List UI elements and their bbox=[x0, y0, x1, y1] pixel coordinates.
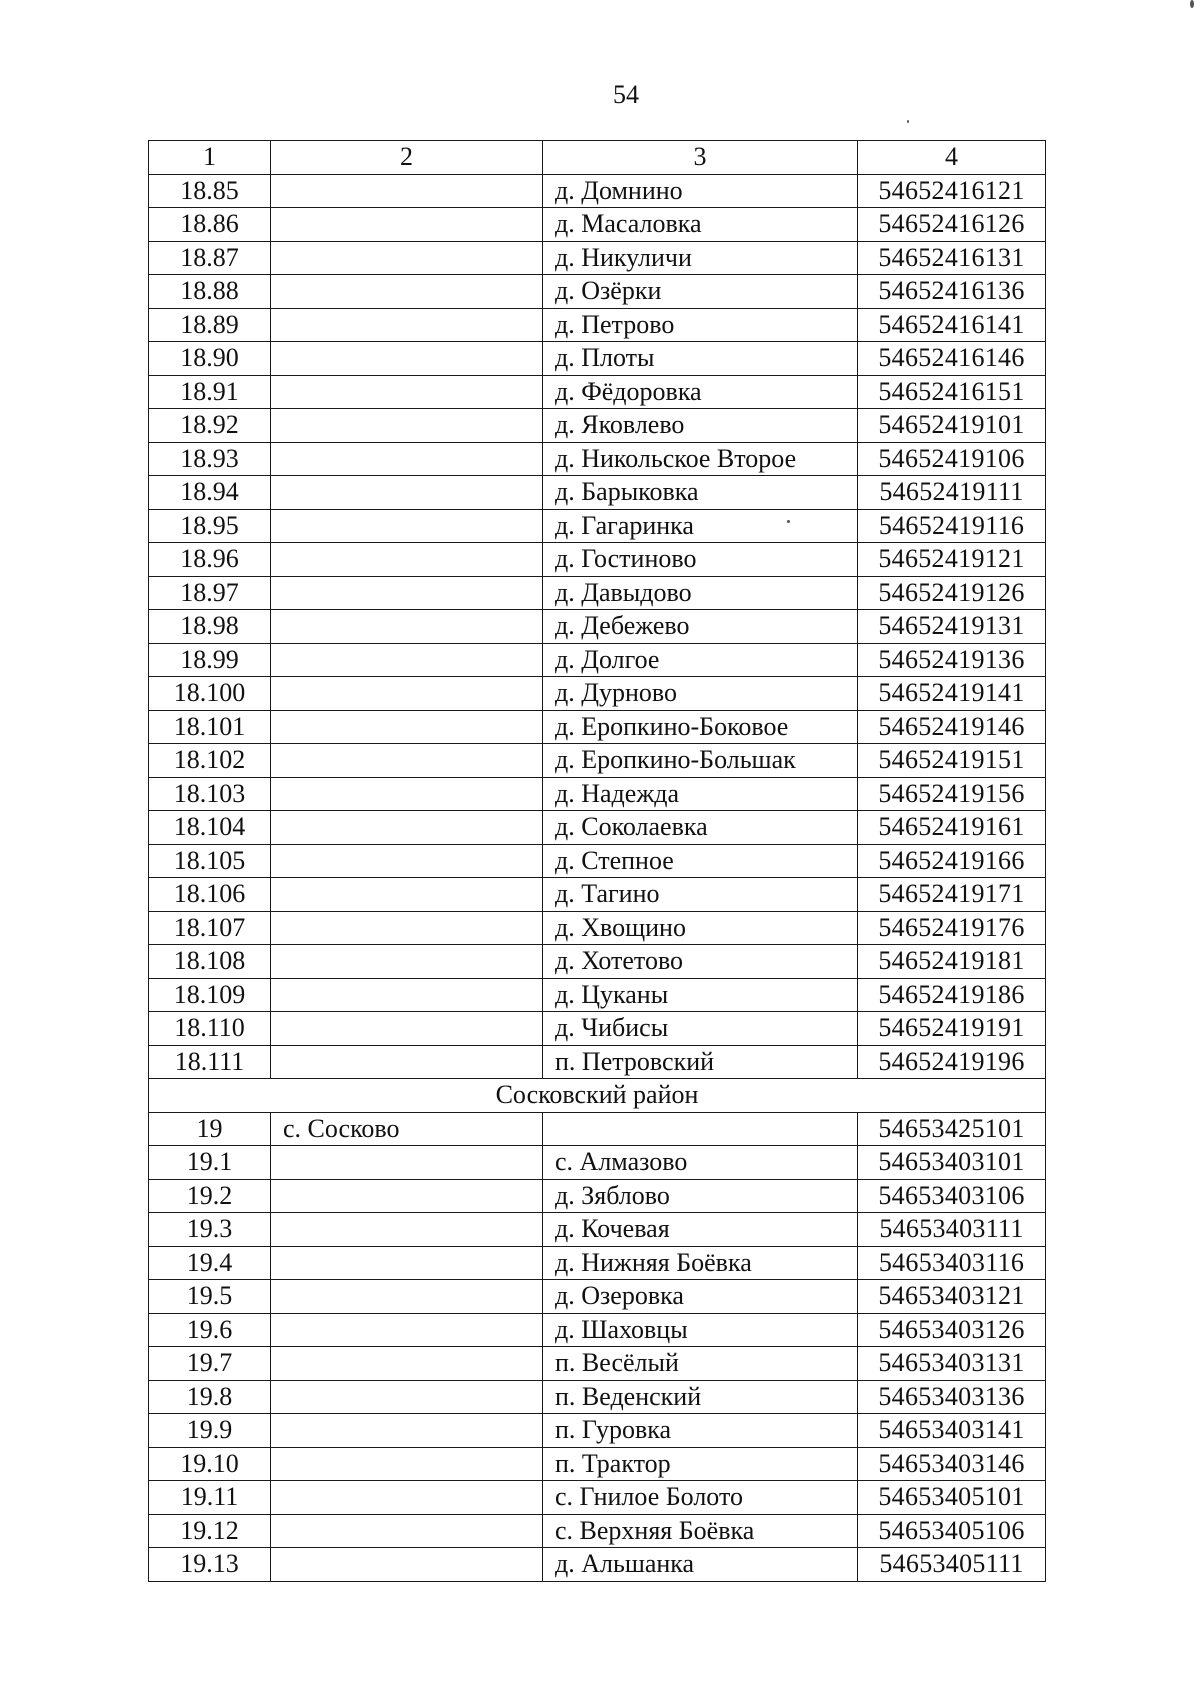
row-number-cell: 19 bbox=[149, 1112, 271, 1146]
settlement-name-cell: д. Надежда bbox=[543, 777, 858, 811]
oktmo-code-cell: 54652419141 bbox=[858, 677, 1046, 711]
oktmo-code-cell: 54653403106 bbox=[858, 1179, 1046, 1213]
oktmo-code-cell: 54652416151 bbox=[858, 375, 1046, 409]
settlement-name-cell: д. Зяблово bbox=[543, 1179, 858, 1213]
settlement-name-cell: д. Цуканы bbox=[543, 978, 858, 1012]
settlement-name-cell: д. Хвощино bbox=[543, 911, 858, 945]
table-row bbox=[149, 375, 1046, 409]
settlement-name-cell: д. Плоты bbox=[543, 342, 858, 376]
oktmo-code-cell: 54652419181 bbox=[858, 945, 1046, 979]
row-number-cell: 18.86 bbox=[149, 208, 271, 242]
page-number: 54 bbox=[613, 80, 639, 109]
settlement-name-cell: д. Тагино bbox=[543, 878, 858, 912]
center-name-cell bbox=[271, 442, 543, 476]
center-name-cell bbox=[271, 174, 543, 208]
oktmo-code-cell: 54653403131 bbox=[858, 1347, 1046, 1381]
settlement-name-cell: с. Гнилое Болото bbox=[543, 1481, 858, 1515]
oktmo-code-cell: 54653403116 bbox=[858, 1246, 1046, 1280]
settlement-name-cell: д. Альшанка bbox=[543, 1548, 858, 1582]
table-row bbox=[149, 1280, 1046, 1314]
oktmo-code-cell: 54653403146 bbox=[858, 1447, 1046, 1481]
row-number-cell: 18.89 bbox=[149, 308, 271, 342]
table-row bbox=[149, 1179, 1046, 1213]
settlement-name-cell: д. Давыдово bbox=[543, 576, 858, 610]
center-name-cell bbox=[271, 1380, 543, 1414]
row-number-cell: 18.98 bbox=[149, 610, 271, 644]
center-name-cell bbox=[271, 208, 543, 242]
table-row bbox=[149, 543, 1046, 577]
settlement-name-cell: д. Соколаевка bbox=[543, 811, 858, 845]
oktmo-code-cell: 54653405106 bbox=[858, 1514, 1046, 1548]
row-number-cell: 18.107 bbox=[149, 911, 271, 945]
scan-speck bbox=[907, 120, 909, 123]
center-name-cell bbox=[271, 275, 543, 309]
oktmo-code-cell: 54652419136 bbox=[858, 643, 1046, 677]
oktmo-code-cell: 54652419116 bbox=[858, 509, 1046, 543]
oktmo-code-cell: 54652419191 bbox=[858, 1012, 1046, 1046]
oktmo-code-cell: 54652419151 bbox=[858, 744, 1046, 778]
row-number-cell: 18.103 bbox=[149, 777, 271, 811]
table-row bbox=[149, 1246, 1046, 1280]
center-name-cell bbox=[271, 677, 543, 711]
oktmo-code-cell: 54652416131 bbox=[858, 241, 1046, 275]
settlement-name-cell: д. Масаловка bbox=[543, 208, 858, 242]
settlement-name-cell: д. Дурново bbox=[543, 677, 858, 711]
oktmo-code-cell: 54653403111 bbox=[858, 1213, 1046, 1247]
table-row bbox=[149, 643, 1046, 677]
settlement-name-cell: д. Еропкино-Большак bbox=[543, 744, 858, 778]
settlement-name-cell: д. Шаховцы bbox=[543, 1313, 858, 1347]
table-row bbox=[149, 1112, 1046, 1146]
row-number-cell: 19.2 bbox=[149, 1179, 271, 1213]
row-number-cell: 19.12 bbox=[149, 1514, 271, 1548]
settlement-name-cell: д. Нижняя Боёвка bbox=[543, 1246, 858, 1280]
table-row bbox=[149, 442, 1046, 476]
center-name-cell bbox=[271, 1012, 543, 1046]
center-name-cell bbox=[271, 1347, 543, 1381]
center-name-cell bbox=[271, 543, 543, 577]
settlement-name-cell: д. Кочевая bbox=[543, 1213, 858, 1247]
center-name-cell bbox=[271, 1280, 543, 1314]
scan-speck bbox=[787, 520, 790, 523]
table-row bbox=[149, 878, 1046, 912]
table-row bbox=[149, 1146, 1046, 1180]
settlement-name-cell: д. Еропкино-Боковое bbox=[543, 710, 858, 744]
settlement-name-cell: д. Озёрки bbox=[543, 275, 858, 309]
table-row bbox=[149, 710, 1046, 744]
center-name-cell bbox=[271, 777, 543, 811]
settlement-name-cell: п. Веденский bbox=[543, 1380, 858, 1414]
settlement-name-cell: с. Верхняя Боёвка bbox=[543, 1514, 858, 1548]
row-number-cell: 19.5 bbox=[149, 1280, 271, 1314]
row-number-cell: 18.85 bbox=[149, 174, 271, 208]
center-name-cell bbox=[271, 342, 543, 376]
header-col-4: 4 bbox=[858, 141, 1046, 175]
table-row bbox=[149, 1380, 1046, 1414]
settlement-name-cell: д. Чибисы bbox=[543, 1012, 858, 1046]
table-row bbox=[149, 677, 1046, 711]
center-name-cell bbox=[271, 476, 543, 510]
oktmo-code-cell: 54652419126 bbox=[858, 576, 1046, 610]
oktmo-code-cell: 54652419176 bbox=[858, 911, 1046, 945]
center-name-cell bbox=[271, 710, 543, 744]
settlement-name-cell: д. Никуличи bbox=[543, 241, 858, 275]
row-number-cell: 18.90 bbox=[149, 342, 271, 376]
center-name-cell bbox=[271, 1548, 543, 1582]
table-row bbox=[149, 208, 1046, 242]
oktmo-code-cell: 54652419166 bbox=[858, 844, 1046, 878]
oktmo-code-cell: 54652419156 bbox=[858, 777, 1046, 811]
row-number-cell: 19.10 bbox=[149, 1447, 271, 1481]
settlement-name-cell: д. Гостиново bbox=[543, 543, 858, 577]
table-row bbox=[149, 1045, 1046, 1079]
oktmo-code-cell: 54653403121 bbox=[858, 1280, 1046, 1314]
row-number-cell: 18.110 bbox=[149, 1012, 271, 1046]
row-number-cell: 18.108 bbox=[149, 945, 271, 979]
table-row bbox=[149, 1347, 1046, 1381]
settlement-name-cell: с. Алмазово bbox=[543, 1146, 858, 1180]
row-number-cell: 19.4 bbox=[149, 1246, 271, 1280]
oktmo-code-cell: 54652416126 bbox=[858, 208, 1046, 242]
center-name-cell bbox=[271, 1146, 543, 1180]
table-row bbox=[149, 576, 1046, 610]
center-name-cell bbox=[271, 1514, 543, 1548]
row-number-cell: 18.88 bbox=[149, 275, 271, 309]
row-number-cell: 18.95 bbox=[149, 509, 271, 543]
settlement-name-cell: д. Озеровка bbox=[543, 1280, 858, 1314]
table-row bbox=[149, 174, 1046, 208]
center-name-cell bbox=[271, 911, 543, 945]
table-row bbox=[149, 978, 1046, 1012]
table-row bbox=[149, 911, 1046, 945]
center-name-cell bbox=[271, 643, 543, 677]
settlement-name-cell: д. Петрово bbox=[543, 308, 858, 342]
row-number-cell: 18.101 bbox=[149, 710, 271, 744]
table-row bbox=[149, 744, 1046, 778]
oktmo-code-cell: 54652419146 bbox=[858, 710, 1046, 744]
table-row bbox=[149, 1548, 1046, 1582]
oktmo-code-cell: 54652416136 bbox=[858, 275, 1046, 309]
center-name-cell bbox=[271, 375, 543, 409]
row-number-cell: 18.109 bbox=[149, 978, 271, 1012]
center-name-cell bbox=[271, 610, 543, 644]
oktmo-code-cell: 54653405111 bbox=[858, 1548, 1046, 1582]
header-col-3: 3 bbox=[543, 141, 858, 175]
oktmo-code-cell: 54653403101 bbox=[858, 1146, 1046, 1180]
oktmo-code-cell: 54653403126 bbox=[858, 1313, 1046, 1347]
oktmo-code-cell: 54652416146 bbox=[858, 342, 1046, 376]
center-name-cell bbox=[271, 811, 543, 845]
scan-speck bbox=[1190, 0, 1194, 8]
settlement-name-cell: п. Гуровка bbox=[543, 1414, 858, 1448]
center-name-cell bbox=[271, 1246, 543, 1280]
center-name-cell bbox=[271, 744, 543, 778]
settlement-name-cell: д. Гагаринка bbox=[543, 509, 858, 543]
center-name-cell bbox=[271, 308, 543, 342]
oktmo-code-cell: 54653403136 bbox=[858, 1380, 1046, 1414]
table-row bbox=[149, 241, 1046, 275]
oktmo-code-cell: 54652419186 bbox=[858, 978, 1046, 1012]
settlement-name-cell: д. Барыковка bbox=[543, 476, 858, 510]
settlements-table bbox=[148, 140, 1046, 1582]
row-number-cell: 18.104 bbox=[149, 811, 271, 845]
center-name-cell bbox=[271, 509, 543, 543]
table-row bbox=[149, 509, 1046, 543]
center-name-cell bbox=[271, 978, 543, 1012]
oktmo-code-cell: 54653425101 bbox=[858, 1112, 1046, 1146]
oktmo-code-cell: 54652416141 bbox=[858, 308, 1046, 342]
row-number-cell: 18.97 bbox=[149, 576, 271, 610]
table-header-row bbox=[149, 141, 1046, 175]
row-number-cell: 18.105 bbox=[149, 844, 271, 878]
oktmo-code-cell: 54652419161 bbox=[858, 811, 1046, 845]
table-row bbox=[149, 308, 1046, 342]
oktmo-code-cell: 54652419131 bbox=[858, 610, 1046, 644]
table-row bbox=[149, 1447, 1046, 1481]
table-row bbox=[149, 844, 1046, 878]
table-row bbox=[149, 1313, 1046, 1347]
settlement-name-cell: п. Петровский bbox=[543, 1045, 858, 1079]
region-header-row bbox=[149, 1079, 1046, 1113]
table-row bbox=[149, 777, 1046, 811]
center-name-cell bbox=[271, 576, 543, 610]
settlement-name-cell: п. Трактор bbox=[543, 1447, 858, 1481]
center-name-cell bbox=[271, 945, 543, 979]
oktmo-code-cell: 54652419106 bbox=[858, 442, 1046, 476]
table-row bbox=[149, 1414, 1046, 1448]
row-number-cell: 19.1 bbox=[149, 1146, 271, 1180]
oktmo-code-cell: 54652419111 bbox=[858, 476, 1046, 510]
row-number-cell: 18.106 bbox=[149, 878, 271, 912]
oktmo-code-cell: 54652416121 bbox=[858, 174, 1046, 208]
row-number-cell: 19.9 bbox=[149, 1414, 271, 1448]
row-number-cell: 18.111 bbox=[149, 1045, 271, 1079]
settlement-name-cell: д. Хотетово bbox=[543, 945, 858, 979]
settlement-name-cell: д. Никольское Второе bbox=[543, 442, 858, 476]
oktmo-code-cell: 54652419101 bbox=[858, 409, 1046, 443]
row-number-cell: 19.7 bbox=[149, 1347, 271, 1381]
row-number-cell: 18.91 bbox=[149, 375, 271, 409]
row-number-cell: 18.93 bbox=[149, 442, 271, 476]
table-body bbox=[149, 141, 1046, 1582]
row-number-cell: 18.99 bbox=[149, 643, 271, 677]
header-col-1: 1 bbox=[149, 141, 271, 175]
row-number-cell: 19.6 bbox=[149, 1313, 271, 1347]
row-number-cell: 18.92 bbox=[149, 409, 271, 443]
settlement-name-cell: д. Фёдоровка bbox=[543, 375, 858, 409]
center-name-cell bbox=[271, 1447, 543, 1481]
center-name-cell bbox=[271, 241, 543, 275]
oktmo-code-cell: 54653405101 bbox=[858, 1481, 1046, 1515]
oktmo-code-cell: 54652419196 bbox=[858, 1045, 1046, 1079]
table-row bbox=[149, 1514, 1046, 1548]
row-number-cell: 18.100 bbox=[149, 677, 271, 711]
header-col-2: 2 bbox=[271, 141, 543, 175]
row-number-cell: 18.87 bbox=[149, 241, 271, 275]
settlement-name-cell: д. Яковлево bbox=[543, 409, 858, 443]
table-row bbox=[149, 409, 1046, 443]
table-row bbox=[149, 1012, 1046, 1046]
center-name-cell bbox=[271, 844, 543, 878]
center-name-cell bbox=[271, 1213, 543, 1247]
row-number-cell: 19.13 bbox=[149, 1548, 271, 1582]
table-row bbox=[149, 275, 1046, 309]
oktmo-code-cell: 54652419121 bbox=[858, 543, 1046, 577]
settlement-name-cell: д. Степное bbox=[543, 844, 858, 878]
center-name-cell bbox=[271, 1179, 543, 1213]
row-number-cell: 18.102 bbox=[149, 744, 271, 778]
settlement-name-cell bbox=[543, 1112, 858, 1146]
table-row bbox=[149, 1213, 1046, 1247]
settlement-name-cell: д. Долгое bbox=[543, 643, 858, 677]
table-row bbox=[149, 1481, 1046, 1515]
settlement-name-cell: д. Дебежево bbox=[543, 610, 858, 644]
row-number-cell: 19.8 bbox=[149, 1380, 271, 1414]
table-row bbox=[149, 476, 1046, 510]
table-row bbox=[149, 945, 1046, 979]
settlement-name-cell: д. Домнино bbox=[543, 174, 858, 208]
row-number-cell: 19.3 bbox=[149, 1213, 271, 1247]
center-name-cell bbox=[271, 409, 543, 443]
center-name-cell bbox=[271, 1414, 543, 1448]
center-name-cell bbox=[271, 1045, 543, 1079]
row-number-cell: 18.94 bbox=[149, 476, 271, 510]
row-number-cell: 19.11 bbox=[149, 1481, 271, 1515]
table-row bbox=[149, 811, 1046, 845]
center-name-cell bbox=[271, 878, 543, 912]
table-row bbox=[149, 610, 1046, 644]
table-row bbox=[149, 342, 1046, 376]
center-name-cell: с. Сосково bbox=[271, 1112, 543, 1146]
row-number-cell: 18.96 bbox=[149, 543, 271, 577]
oktmo-code-cell: 54653403141 bbox=[858, 1414, 1046, 1448]
oktmo-code-cell: 54652419171 bbox=[858, 878, 1046, 912]
settlement-name-cell: п. Весёлый bbox=[543, 1347, 858, 1381]
center-name-cell bbox=[271, 1313, 543, 1347]
center-name-cell bbox=[271, 1481, 543, 1515]
region-title: Сосковский район bbox=[149, 1079, 1046, 1113]
